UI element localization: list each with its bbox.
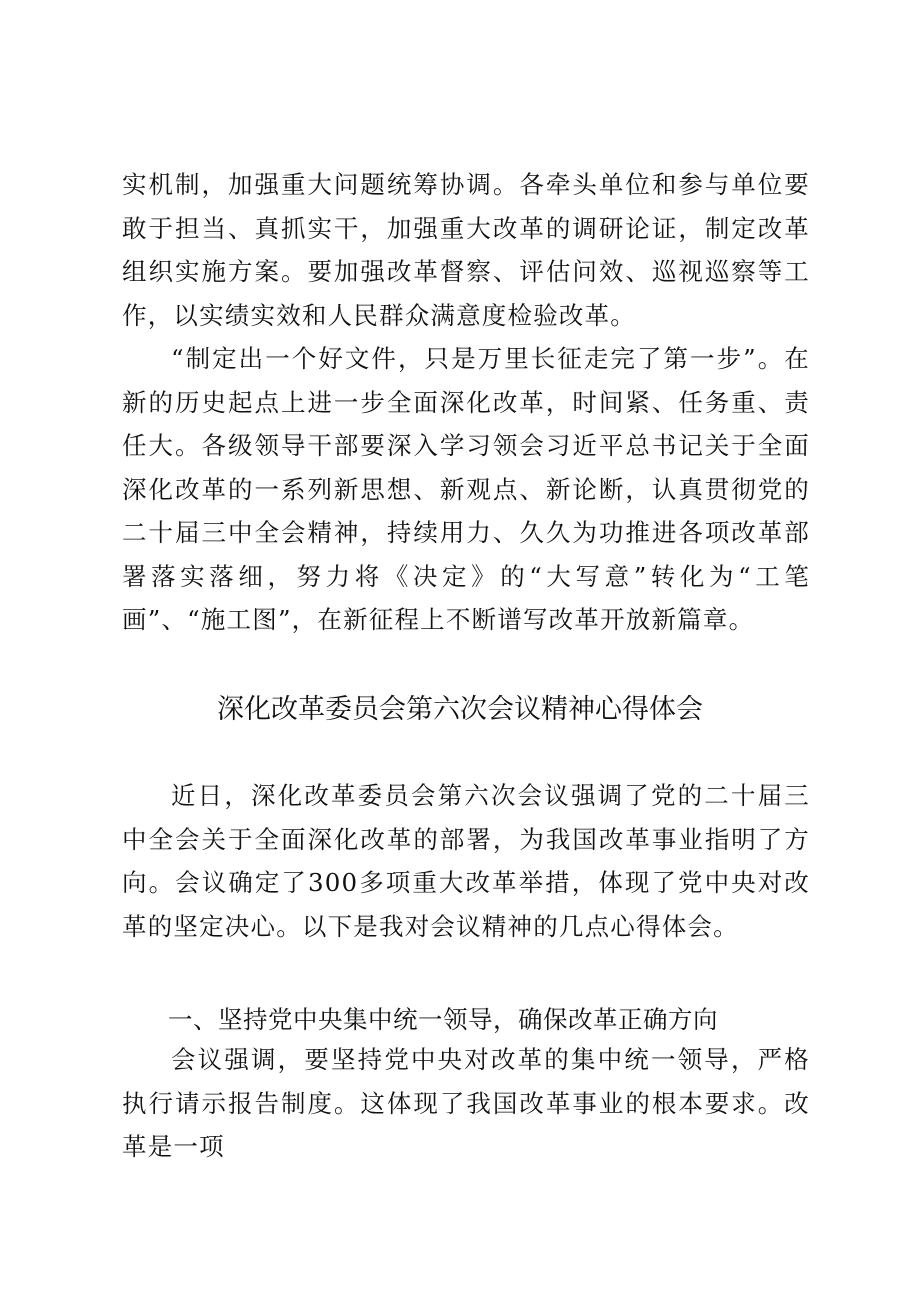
section-heading: 一、坚持党中央集中统一领导，确保改革正确方向 xyxy=(168,1005,718,1034)
body-paragraph: 会议强调，要坚持党中央对改革的集中统一领导，严格执行请示报告制度。这体现了我国改革事业的根本要求。改革是一项 xyxy=(122,1045,810,1161)
document-title: 深化改革委员会第六次会议精神心得体会 xyxy=(217,694,703,725)
body-paragraph: “制定出一个好文件，只是万里长征走完了第一步”。在新的历史起点上进一步全面深化改革，时间紧、任务重、责任大。各级领导干部要深入学习领会习近平总书记关于全面深化改革的一系列新思想、新观点、新论断，认真贯彻党的二十届三中全会精神，持续用力、久久为功推进各项改革部署落实落细，努力将《决定》的“大写意”转化为“工笔画”、“施工图”，在新征程上不断谱写改革开放新篇章。 xyxy=(122,344,810,634)
body-paragraph: 近日，深化改革委员会第六次会议强调了党的二十届三中全会关于全面深化改革的部署，为我国改革事业指明了方向。会议确定了300多项重大改革举措，体现了党中央对改革的坚定决心。以下是我对会议精神的几点心得体会。 xyxy=(122,781,810,941)
body-paragraph: 实机制，加强重大问题统筹协调。各牵头单位和参与单位要敢于担当、真抓实干，加强重大改革的调研论证，制定改革组织实施方案。要加强改革督察、评估问效、巡视巡察等工作，以实绩实效和人民群众满意度检验改革。 xyxy=(122,170,810,330)
